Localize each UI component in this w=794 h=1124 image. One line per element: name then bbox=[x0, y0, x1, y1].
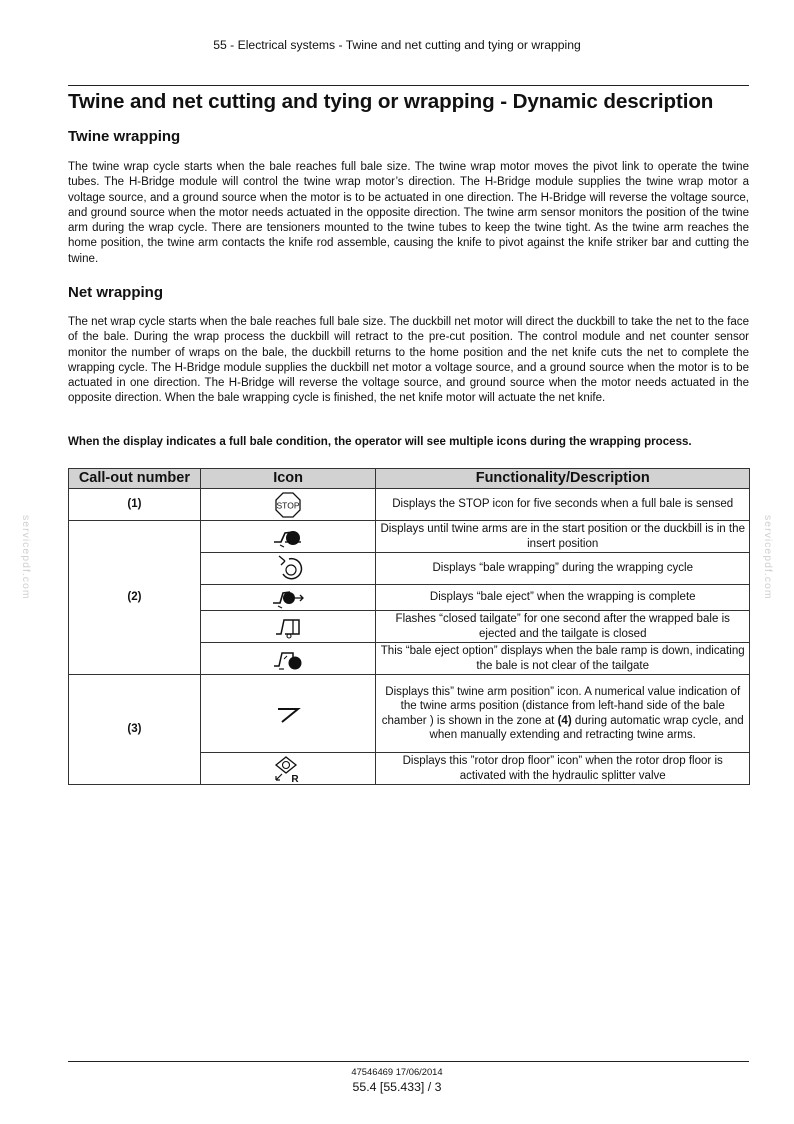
description-cell: Displays the STOP icon for five seconds when a full bale is sensed bbox=[376, 489, 750, 521]
footer-rule bbox=[68, 1061, 749, 1062]
table-intro: When the display indicates a full bale condition, the operator will see multiple icons during the wrapping process. bbox=[68, 436, 692, 448]
bale-eject-option-icon bbox=[271, 646, 305, 672]
column-header-icon: Icon bbox=[200, 469, 376, 489]
table-row bbox=[69, 521, 750, 553]
description-cell: Displays “bale eject” when the wrapping is complete bbox=[376, 585, 750, 611]
callout-number-1: (1) bbox=[69, 489, 201, 521]
bale-eject-icon bbox=[270, 587, 306, 609]
rotor-drop-floor-icon bbox=[271, 755, 305, 783]
bale-wrapping-icon bbox=[272, 555, 304, 583]
table-header-row bbox=[69, 469, 750, 489]
paragraph-net-wrapping: The net wrap cycle starts when the bale reaches full bale size. The duckbill net motor will direct the duckbill to take the net to the face of the bale. During the wrap process the duckbill will retract to the pre-cut position. The control module and net counter sensor monitor the number of wraps on the bale, the duckbill returns to the home position and the net knife cuts the net to complete the wrapping cycle. The H-Bridge module supplies the duckbill net motor a voltage source, and a ground source when the motor is to be actuated in one direction. The H-Bridge will reverse the voltage source, and ground source when the motor needs actuated in the opposite direction. When the bale wrapping cycle is finished, the net knife motor will actuate the net knife. bbox=[68, 316, 749, 405]
section-heading-net: Net wrapping bbox=[68, 284, 164, 301]
page-title: Twine and net cutting and tying or wrapping - Dynamic description bbox=[68, 90, 714, 113]
callout-number-2: (2) bbox=[69, 521, 201, 675]
watermark-left: servicepdf.com bbox=[20, 515, 32, 600]
icon-function-table bbox=[68, 468, 750, 785]
header-rule bbox=[68, 85, 749, 86]
section-heading-twine: Twine wrapping bbox=[68, 128, 181, 145]
rotor-icon-letter: R bbox=[291, 773, 299, 783]
description-cell: Flashes “closed tailgate” for one second after the wrapped bale is ejected and the tailgate is closed bbox=[376, 611, 750, 643]
twine-arm-position-icon bbox=[273, 703, 303, 725]
description-cell: Displays this ”rotor drop floor” icon” when the rotor drop floor is activated with the hydraulic splitter valve bbox=[376, 753, 750, 785]
running-header: 55 - Electrical systems - Twine and net cutting and tying or wrapping bbox=[213, 38, 581, 52]
document-code: 47546469 17/06/2014 bbox=[351, 1066, 443, 1077]
column-header-description: Functionality/Description bbox=[376, 469, 750, 489]
stop-icon-text: STOP bbox=[276, 500, 300, 510]
watermark-right: servicepdf.com bbox=[762, 515, 774, 600]
description-cell: Displays this” twine arm position” icon. A numerical value indication of the twine arms position (distance from left-hand side of the bale chamber ) is shown in the zone at (4) during automatic wrap cycle, and when manually extending and retracting twine arms. bbox=[376, 675, 750, 753]
description-cell: Displays until twine arms are in the start position or the duckbill is in the insert position bbox=[376, 521, 750, 553]
table-row bbox=[69, 675, 750, 753]
callout-reference-4: (4) bbox=[557, 714, 572, 727]
description-cell: Displays “bale wrapping” during the wrapping cycle bbox=[376, 553, 750, 585]
duckbill-insert-icon bbox=[271, 525, 305, 549]
callout-number-3: (3) bbox=[69, 675, 201, 785]
stop-icon bbox=[274, 491, 302, 519]
page-number: 55.4 [55.433] / 3 bbox=[352, 1080, 442, 1094]
paragraph-twine-wrapping: The twine wrap cycle starts when the bale reaches full bale size. The twine wrap motor moves the pivot link to operate the twine tubes. The H-Bridge module will control the twine wrap motor’s direction. The H-Bridge module supplies the twine wrap motor a voltage source, and a ground source when the motor is to be actuated in one direction. The H-Bridge will reverse the voltage source, and ground source when the motor needs actuated in the opposite direction. The twine arm sensor monitors the position of the twine arm during the wrap cycle. There are tensioners mounted to the twine tubes to keep the twine tight. As the twine arm reaches the home position, the twine arm contacts the knife rod assemble, causing the knife to pivot against the knife striker bar and cutting the twine. bbox=[68, 161, 749, 265]
column-header-callout: Call-out number bbox=[69, 469, 201, 489]
description-cell: This “bale eject option” displays when the bale ramp is down, indicating the bale is not clear of the tailgate bbox=[376, 643, 750, 675]
closed-tailgate-icon bbox=[272, 614, 304, 640]
table-row bbox=[69, 489, 750, 521]
